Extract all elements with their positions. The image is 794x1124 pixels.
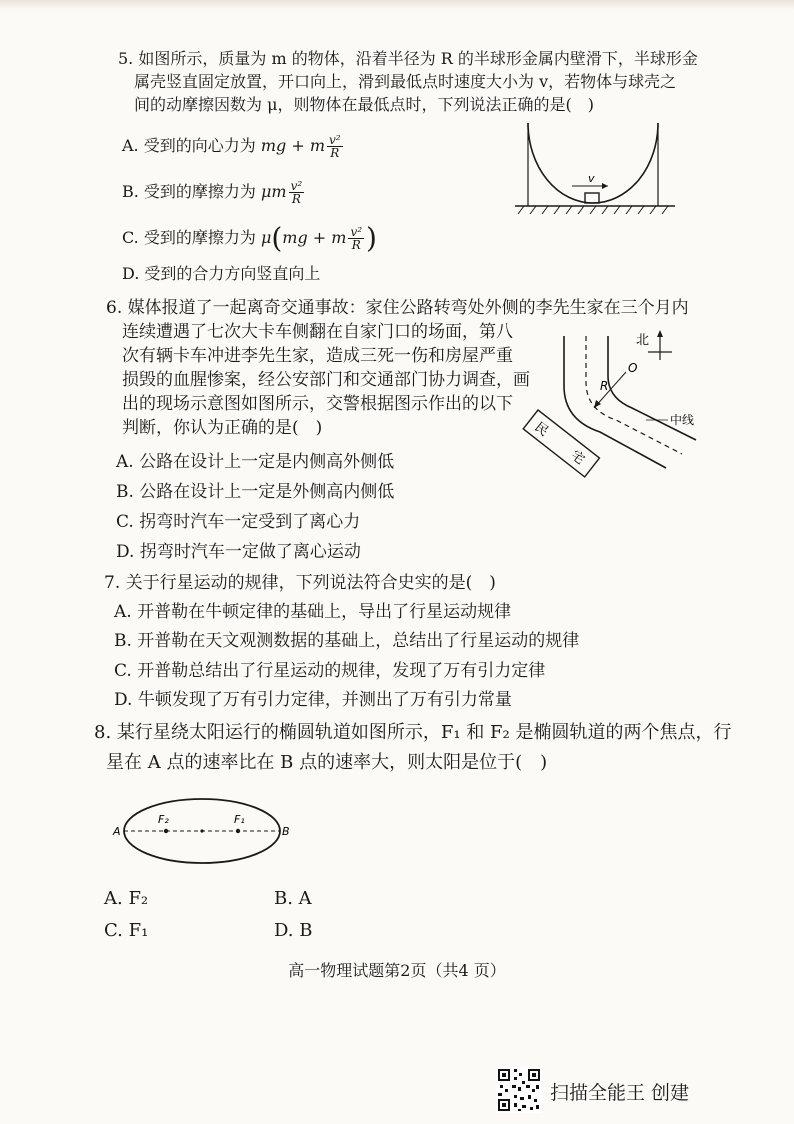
north-arrow-icon [657, 330, 663, 337]
q5-c-mg: mg [282, 228, 308, 247]
q5-stem-line2: 属壳竖直固定放置，开口向上，滑到最低点时速度大小为 v，若物体与球壳之 [134, 72, 677, 91]
velocity-label: v [588, 172, 595, 185]
q5-a-denominator: R [330, 146, 340, 160]
q7-option-c: C. 开普勒总结出了行星运动的规律，发现了万有引力定律 [114, 661, 546, 681]
q8-option-c: C. F₁ [104, 920, 149, 941]
north-label: 北 [636, 333, 650, 348]
q8-option-d: D. B [274, 920, 313, 941]
residence-zhai-label: 宅 [567, 447, 588, 468]
residence-min-label: 民 [531, 419, 551, 440]
page-footer: 高一物理试题第2页（共4 页） [288, 961, 506, 980]
point-b-label: B [282, 825, 290, 838]
q5-a-mg: mg [260, 136, 287, 155]
sliding-block [585, 193, 599, 203]
q5-c-m: m [331, 228, 347, 247]
q5-stem-line3: 间的动摩擦因数为 μ，则物体在最低点时，下列说法正确的是( ) [134, 95, 594, 114]
q6-stem-line1: 6. 媒体报道了一起离奇交通事故：家住公路转弯处外侧的李先生家在三个月内 [106, 298, 689, 318]
q5-c-prefix: C. 受到的摩擦力为 [122, 228, 261, 247]
q6-stem-line4: 损毁的血腥惨案，经公安部门和交通部门协力调查，画 [122, 370, 530, 390]
q6-option-c: C. 拐弯时汽车一定受到了离心力 [116, 512, 361, 532]
q5-c-mu: μ [260, 228, 272, 247]
focus-f1-point [236, 829, 240, 833]
q8-option-b: B. A [274, 888, 312, 909]
q5-b-prefix: B. 受到的摩擦力为 [122, 182, 262, 201]
q5-b-numerator: v² [290, 179, 303, 193]
residence-block [523, 410, 599, 477]
q6-option-a: A. 公路在设计上一定是内侧高外侧低 [116, 452, 395, 472]
scan-edge [0, 0, 794, 10]
q6-stem-line2: 连续遭遇了七次大卡车侧翻在自家门口的场面，第八 [122, 322, 513, 342]
focus-f1-label: F₁ [234, 813, 245, 826]
q5-option-d: D. 受到的合力方向竖直向上 [122, 264, 321, 283]
q5-c-plus: + [307, 228, 332, 247]
scanner-watermark: 扫描全能王 创建 [550, 1082, 690, 1104]
q7-stem: 7. 关于行星运动的规律，下列说法符合史实的是( ) [104, 573, 496, 593]
road-center-line [586, 336, 682, 454]
focus-f2-label: F₂ [158, 813, 169, 826]
hemisphere-figure [510, 118, 680, 218]
hemisphere-shell [528, 123, 658, 203]
center-line-label: 中线 [670, 413, 695, 427]
q5-a-numerator: v² [329, 133, 341, 147]
q7-option-d: D. 牛顿发现了万有引力定律，并测出了万有引力常量 [114, 690, 512, 710]
radius-r-label: R [600, 379, 609, 393]
q5-b-denominator: R [291, 192, 301, 206]
q5-c-numerator: v² [350, 225, 363, 239]
q5-a-prefix: A. 受到的向心力为 [122, 136, 261, 155]
orbit-figure [110, 795, 300, 867]
q5-stem-line1: 5. 如图所示，质量为 m 的物体，沿着半径为 R 的半球形金属内壁滑下，半球形金 [118, 49, 698, 68]
ground-hatching [518, 206, 668, 214]
q6-option-b: B. 公路在设计上一定是外侧高内侧低 [116, 482, 395, 502]
focus-f2-point [164, 829, 168, 833]
q6-option-d: D. 拐弯时汽车一定做了离心运动 [116, 542, 361, 562]
velocity-arrowhead [602, 183, 608, 189]
q5-option-a [122, 134, 345, 159]
q6-stem-line6: 判断，你认为正确的是( ) [122, 418, 323, 438]
qr-code-icon [496, 1067, 542, 1113]
q8-stem-line1: 8. 某行星绕太阳运行的椭圆轨道如图所示，F₁ 和 F₂ 是椭圆轨道的两个焦点，行 [94, 722, 732, 743]
q5-b-mum: μm [261, 182, 287, 201]
road-outer-edge [564, 336, 666, 468]
q5-a-plus: + [286, 136, 310, 155]
q8-stem-line2: 星在 A 点的速率比在 B 点的速率大，则太阳是位于( ) [106, 752, 548, 773]
center-o-label: O [628, 361, 638, 375]
q7-option-b: B. 开普勒在天文观测数据的基础上，总结出了行星运动的规律 [114, 631, 580, 651]
q7-option-a: A. 开普勒在牛顿定律的基础上，导出了行星运动规律 [114, 602, 512, 622]
q8-option-a: A. F₂ [104, 888, 149, 909]
q5-c-fraction [348, 226, 364, 251]
q5-a-m: m [309, 136, 325, 155]
q5-b-fraction [289, 180, 305, 205]
q6-stem-line3: 次有辆卡车冲进李先生家，造成三死一伤和房屋严重 [122, 346, 513, 366]
q5-a-fraction [327, 134, 343, 159]
q6-stem-line5: 出的现场示意图如图所示，交警根据图示作出的以下 [122, 394, 513, 414]
road-curve-figure [531, 328, 708, 470]
center-point [200, 829, 203, 832]
q5-c-denominator: R [351, 238, 361, 252]
point-a-label: A [113, 825, 121, 838]
q5-option-c: C. 受到的摩擦力为 μ(mg + m $\frac{\text{v²}}{R}$ ) [122, 221, 377, 255]
q5-option-b [122, 180, 306, 205]
